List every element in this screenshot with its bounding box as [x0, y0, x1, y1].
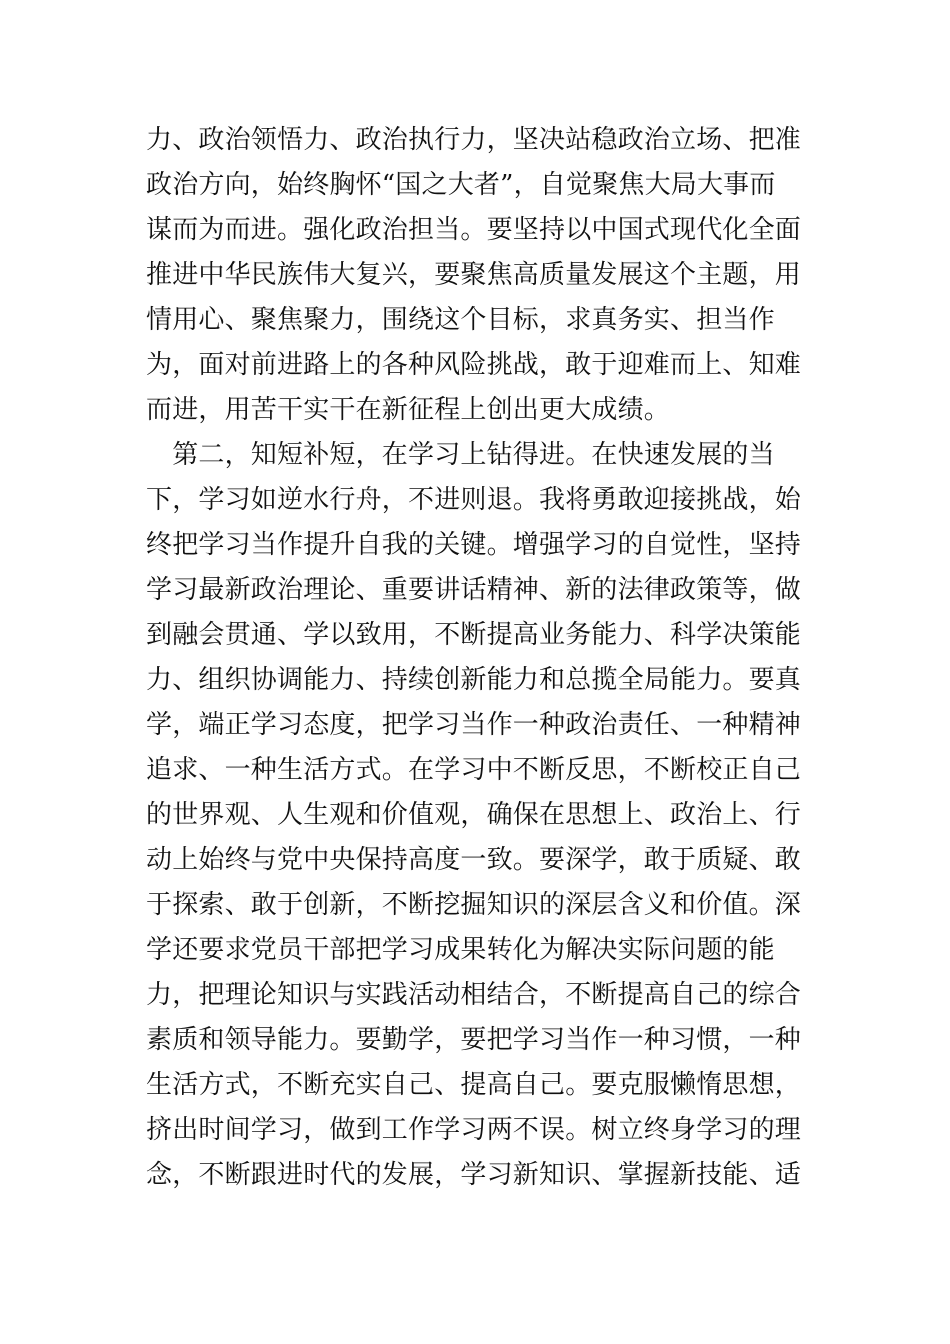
- text-line: 力、政治领悟力、政治执行力，坚决站稳政治立场、把准: [146, 125, 802, 155]
- text-line: 情用心、聚焦聚力，围绕这个目标，求真务实、担当作: [146, 305, 775, 335]
- text-line: 政治方向，始终胸怀“国之大者”，自觉聚焦大局大事而: [146, 170, 776, 200]
- text-line: 而进，用苦干实干在新征程上创出更大成绩。: [146, 395, 671, 425]
- text-line: 下，学习如逆水行舟，不进则退。我将勇敢迎接挑战，始: [146, 485, 802, 515]
- text-line: 追求、一种生活方式。在学习中不断反思，不断校正自己: [146, 755, 802, 785]
- text-line: 终把学习当作提升自我的关键。增强学习的自觉性，坚持: [146, 530, 802, 560]
- text-line: 推进中华民族伟大复兴，要聚焦高质量发展这个主题，用: [146, 260, 802, 290]
- text-line: 于探索、敢于创新，不断挖掘知识的深层含义和价值。深: [146, 890, 802, 920]
- text-line: 力，把理论知识与实践活动相结合，不断提高自己的综合: [146, 980, 802, 1010]
- text-line: 生活方式，不断充实自己、提高自己。要克服懒惰思想，: [146, 1070, 802, 1100]
- text-line: 素质和领导能力。要勤学，要把学习当作一种习惯，一种: [146, 1025, 802, 1055]
- text-line: 动上始终与党中央保持高度一致。要深学，敢于质疑、敢: [146, 845, 802, 875]
- text-line: 念，不断跟进时代的发展，学习新知识、掌握新技能、适: [146, 1160, 802, 1190]
- text-line: 谋而为而进。强化政治担当。要坚持以中国式现代化全面: [146, 215, 802, 245]
- text-line: 挤出时间学习，做到工作学习两不误。树立终身学习的理: [146, 1115, 802, 1145]
- text-line: 到融会贯通、学以致用，不断提高业务能力、科学决策能: [146, 620, 802, 650]
- text-line: 学习最新政治理论、重要讲话精神、新的法律政策等，做: [146, 575, 802, 605]
- body-text: [146, 118, 802, 1198]
- text-line: 为，面对前进路上的各种风险挑战，敢于迎难而上、知难: [146, 350, 802, 380]
- text-line: 力、组织协调能力、持续创新能力和总揽全局能力。要真: [146, 665, 802, 695]
- text-line: 的世界观、人生观和价值观，确保在思想上、政治上、行: [146, 800, 802, 830]
- text-line: 学还要求党员干部把学习成果转化为解决实际问题的能: [146, 935, 775, 965]
- text-line: 第二，知短补短，在学习上钻得进。在快速发展的当: [146, 440, 775, 470]
- text-line: 学，端正学习态度，把学习当作一种政治责任、一种精神: [146, 710, 802, 740]
